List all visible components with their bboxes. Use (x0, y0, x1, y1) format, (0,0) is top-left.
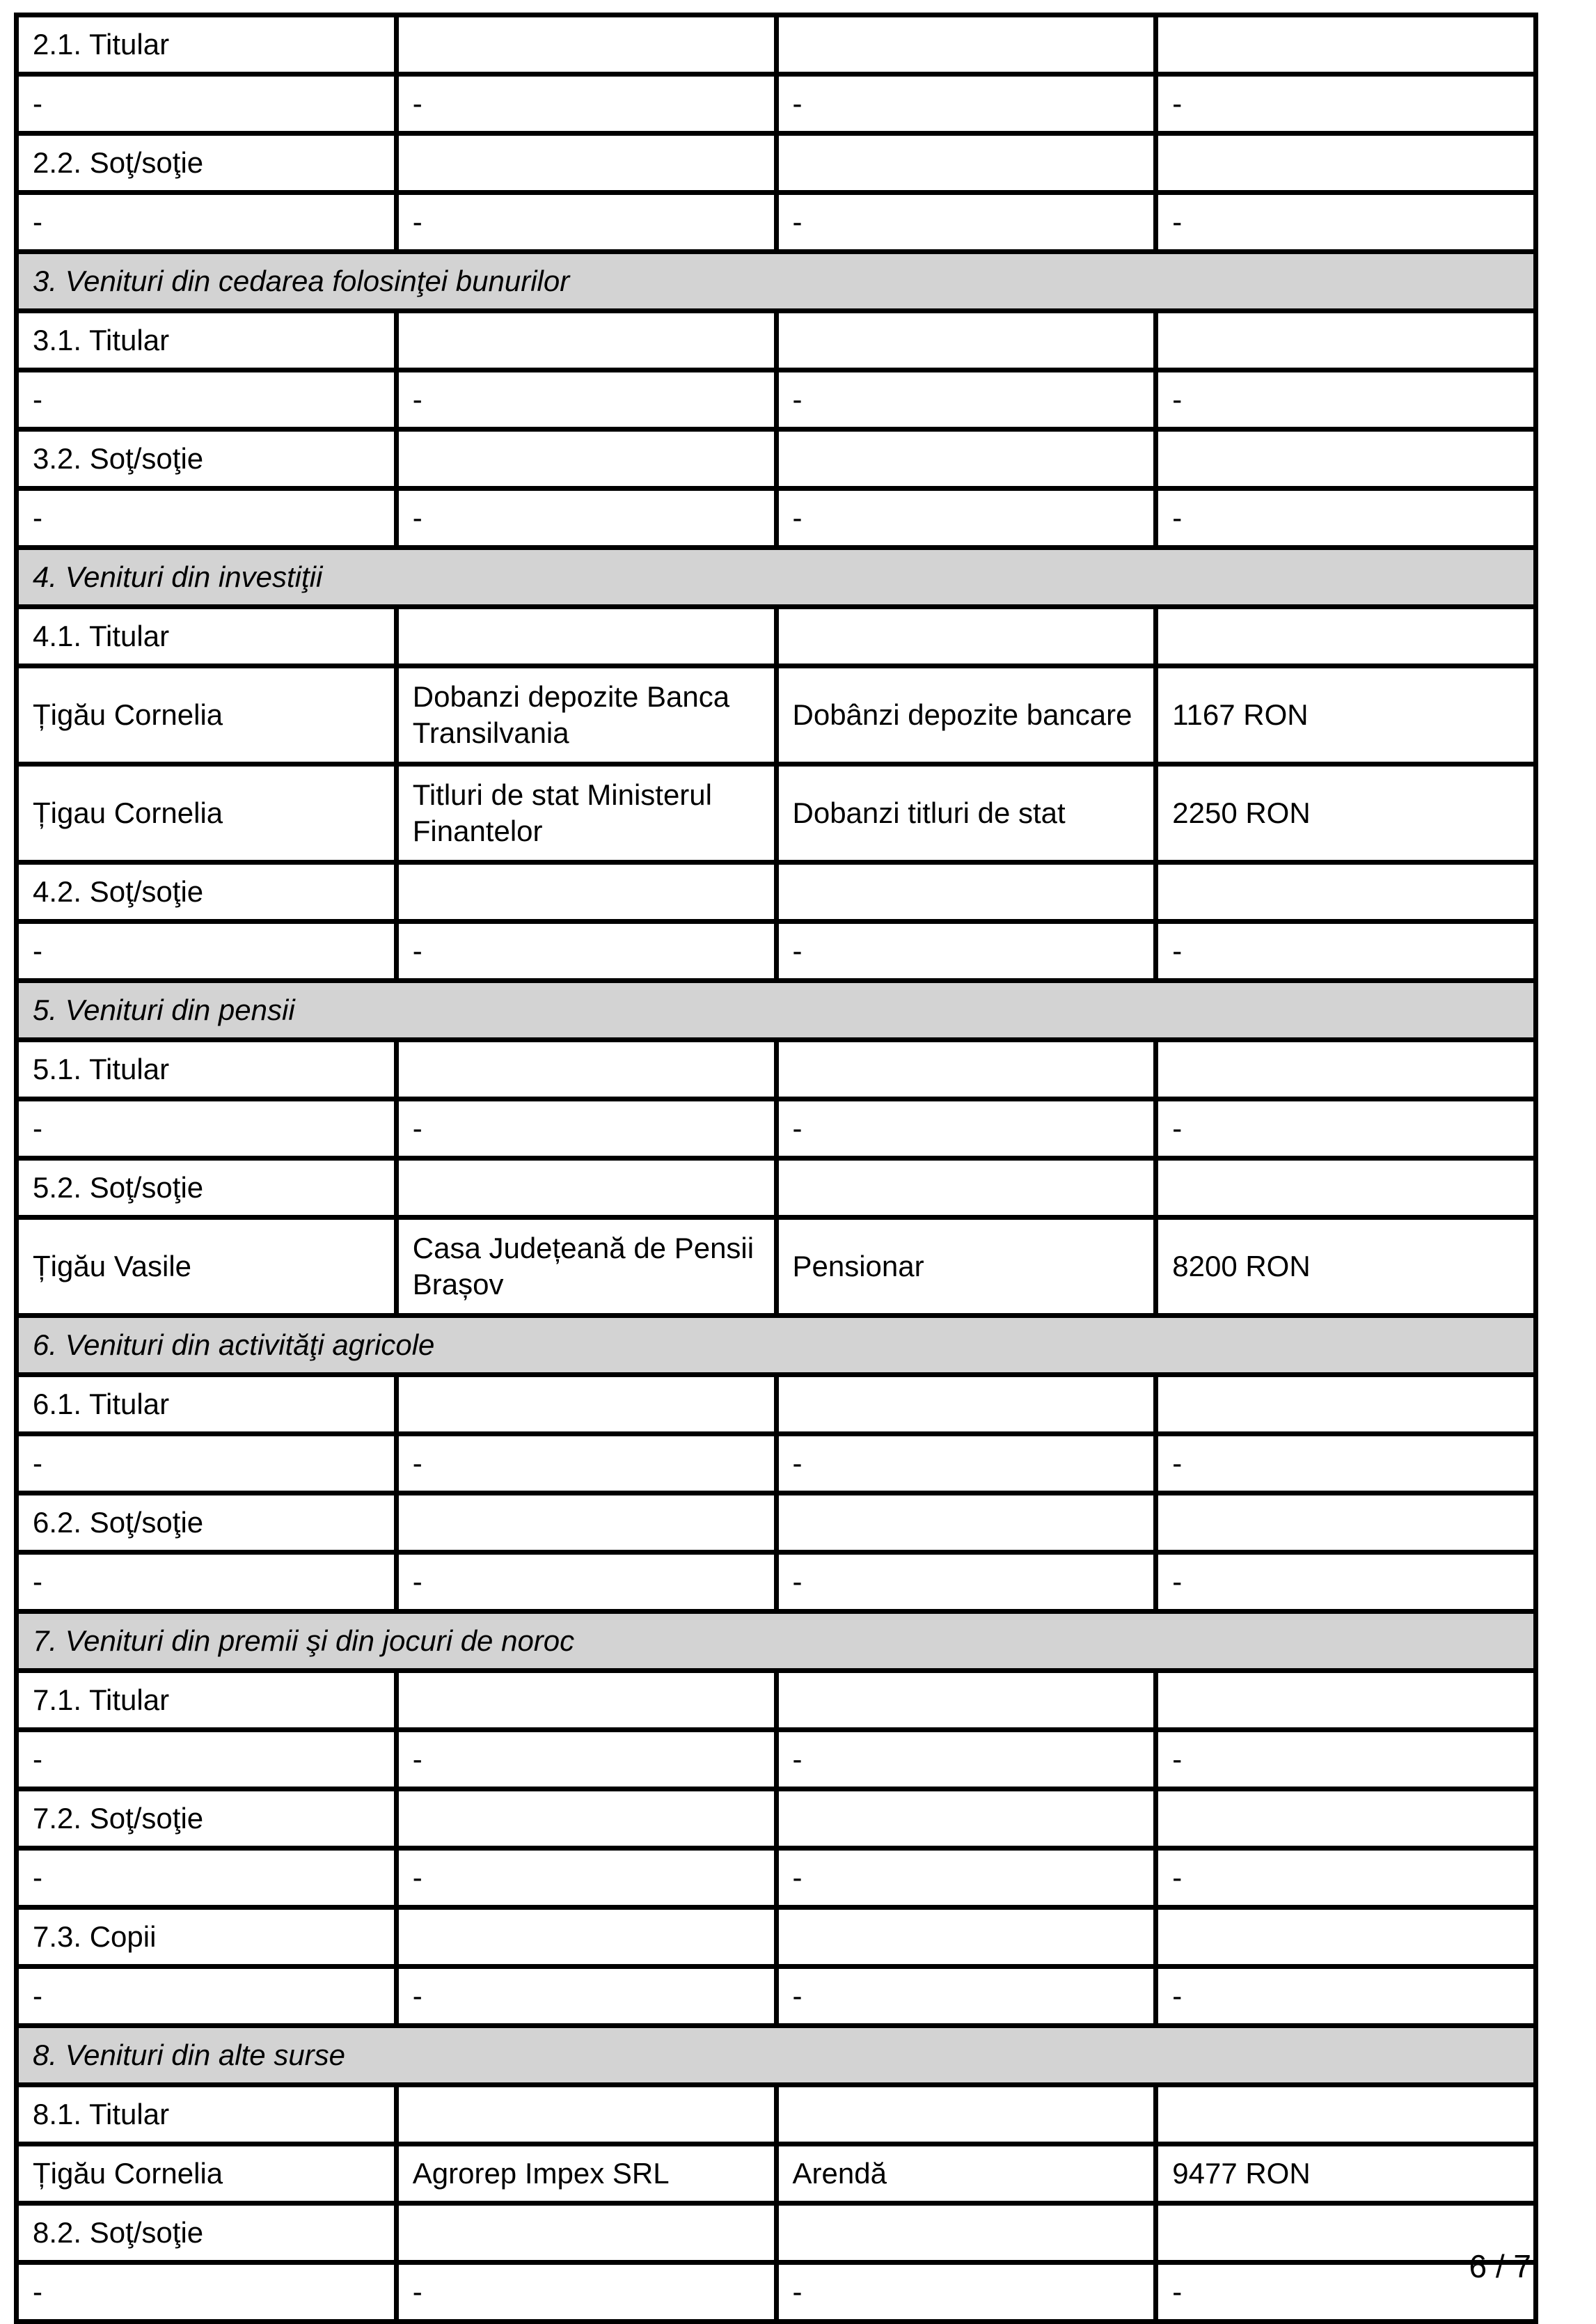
table-cell: - (1156, 2263, 1536, 2322)
page-number: 6 / 7 (1469, 2248, 1531, 2284)
table-cell (1156, 1908, 1536, 1967)
label-row (17, 430, 1536, 489)
table-cell (396, 430, 776, 489)
label-row (17, 1671, 1536, 1730)
section-row (17, 2026, 1536, 2085)
table-cell: - (17, 1099, 397, 1159)
label-row (17, 863, 1536, 922)
table-cell (1156, 863, 1536, 922)
table-cell: Țigau Cornelia (17, 764, 397, 863)
table-cell (776, 134, 1156, 193)
label-row (17, 1159, 1536, 1218)
table-cell (396, 2085, 776, 2144)
table-cell (1156, 311, 1536, 370)
income-declaration-table (14, 13, 1538, 2324)
section-title: 4. Venituri din investiţii (17, 548, 1536, 607)
table-cell: - (17, 922, 397, 981)
table-cell (776, 1671, 1156, 1730)
table-cell (1156, 1159, 1536, 1218)
table-cell (1156, 607, 1536, 666)
table-cell: 8200 RON (1156, 1218, 1536, 1316)
table-cell: - (776, 1434, 1156, 1493)
table-cell: - (1156, 1730, 1536, 1789)
table-cell: - (776, 193, 1156, 252)
table-cell (396, 2204, 776, 2263)
table-cell: - (776, 1099, 1156, 1159)
table-cell: Arendă (776, 2144, 1156, 2204)
table-cell: - (17, 193, 397, 252)
data-row (17, 1218, 1536, 1316)
table-cell: - (17, 489, 397, 548)
table-cell (396, 1159, 776, 1218)
table-cell: - (17, 1730, 397, 1789)
table-cell (396, 1908, 776, 1967)
label-row (17, 2085, 1536, 2144)
table-cell: - (776, 1553, 1156, 1612)
table-cell: - (776, 370, 1156, 430)
table-cell: - (396, 1434, 776, 1493)
row-label-cell: 7.2. Soţ/soţie (17, 1789, 397, 1848)
table-cell: Dobanzi titluri de stat (776, 764, 1156, 863)
table-cell (1156, 15, 1536, 74)
data-row (17, 666, 1536, 764)
label-row (17, 1040, 1536, 1099)
table-cell (396, 311, 776, 370)
table-cell (776, 1159, 1156, 1218)
table-cell (1156, 1375, 1536, 1434)
section-row (17, 1612, 1536, 1671)
table-cell (776, 863, 1156, 922)
empty-row (17, 1553, 1536, 1612)
table-cell: - (1156, 489, 1536, 548)
table-cell (396, 1375, 776, 1434)
table-cell (1156, 430, 1536, 489)
row-label-cell: 8.2. Soţ/soţie (17, 2204, 397, 2263)
table-cell: - (17, 74, 397, 134)
table-cell: Țigău Cornelia (17, 2144, 397, 2204)
table-cell (776, 1908, 1156, 1967)
section-title: 5. Venituri din pensii (17, 981, 1536, 1040)
row-label-cell: 3.2. Soţ/soţie (17, 430, 397, 489)
table-cell (396, 15, 776, 74)
table-cell (1156, 1493, 1536, 1553)
table-cell: - (17, 1848, 397, 1908)
table-cell: 9477 RON (1156, 2144, 1536, 2204)
table-cell (396, 863, 776, 922)
table-cell (776, 607, 1156, 666)
table-cell: Pensionar (776, 1218, 1156, 1316)
table-cell: 1167 RON (1156, 666, 1536, 764)
row-label-cell: 3.1. Titular (17, 311, 397, 370)
table-cell: - (1156, 1099, 1536, 1159)
section-row (17, 981, 1536, 1040)
section-title: 8. Venituri din alte surse (17, 2026, 1536, 2085)
table-cell: Țigău Vasile (17, 1218, 397, 1316)
row-label-cell: 4.2. Soţ/soţie (17, 863, 397, 922)
label-row (17, 2204, 1536, 2263)
table-cell (776, 2085, 1156, 2144)
label-row (17, 1375, 1536, 1434)
label-row (17, 1789, 1536, 1848)
table-cell: - (396, 74, 776, 134)
table-cell: - (776, 1848, 1156, 1908)
row-label-cell: 8.1. Titular (17, 2085, 397, 2144)
label-row (17, 607, 1536, 666)
row-label-cell: 5.2. Soţ/soţie (17, 1159, 397, 1218)
table-body (17, 15, 1536, 2322)
table-cell (776, 1375, 1156, 1434)
section-title: 7. Venituri din premii şi din jocuri de noroc (17, 1612, 1536, 1671)
table-cell: - (396, 1553, 776, 1612)
table-cell: - (17, 1434, 397, 1493)
table-cell: - (776, 2263, 1156, 2322)
empty-row (17, 193, 1536, 252)
table-cell: - (396, 489, 776, 548)
table-cell: - (17, 1967, 397, 2026)
section-title: 3. Venituri din cedarea folosinţei bunurilor (17, 252, 1536, 311)
table-cell: - (396, 1848, 776, 1908)
table-cell: - (396, 1730, 776, 1789)
table-cell: - (776, 1967, 1156, 2026)
empty-row (17, 1848, 1536, 1908)
row-label-cell: 6.1. Titular (17, 1375, 397, 1434)
table-cell (396, 134, 776, 193)
table-cell (396, 1040, 776, 1099)
label-row (17, 311, 1536, 370)
table-cell (776, 15, 1156, 74)
table-cell (1156, 1671, 1536, 1730)
data-row (17, 764, 1536, 863)
row-label-cell: 4.1. Titular (17, 607, 397, 666)
section-title: 6. Venituri din activităţi agricole (17, 1316, 1536, 1375)
table-cell (776, 1040, 1156, 1099)
table-cell: - (396, 2263, 776, 2322)
empty-row (17, 74, 1536, 134)
empty-row (17, 2263, 1536, 2322)
table-cell (776, 1493, 1156, 1553)
table-cell: Dobânzi depozite bancare (776, 666, 1156, 764)
table-cell: - (776, 1730, 1156, 1789)
table-cell (776, 2204, 1156, 2263)
table-cell: - (1156, 1967, 1536, 2026)
section-row (17, 252, 1536, 311)
row-label-cell: 7.1. Titular (17, 1671, 397, 1730)
empty-row (17, 1434, 1536, 1493)
table-cell: Țigău Cornelia (17, 666, 397, 764)
label-row (17, 134, 1536, 193)
empty-row (17, 922, 1536, 981)
table-cell (396, 607, 776, 666)
table-cell: - (396, 193, 776, 252)
table-cell (1156, 1789, 1536, 1848)
table-cell (396, 1789, 776, 1848)
table-cell: Casa Județeană de Pensii Brașov (396, 1218, 776, 1316)
table-cell: - (776, 489, 1156, 548)
table-cell: - (1156, 370, 1536, 430)
row-label-cell: 2.1. Titular (17, 15, 397, 74)
empty-row (17, 489, 1536, 548)
row-label-cell: 2.2. Soţ/soţie (17, 134, 397, 193)
table-cell: - (776, 74, 1156, 134)
table-cell: - (396, 370, 776, 430)
table-cell (776, 1789, 1156, 1848)
table-cell: 2250 RON (1156, 764, 1536, 863)
table-cell: Dobanzi depozite Banca Transilvania (396, 666, 776, 764)
row-label-cell: 6.2. Soţ/soţie (17, 1493, 397, 1553)
table-cell: - (1156, 1553, 1536, 1612)
table-cell (1156, 2085, 1536, 2144)
table-cell (776, 430, 1156, 489)
table-cell: - (396, 922, 776, 981)
data-row (17, 2144, 1536, 2204)
table-cell (396, 1493, 776, 1553)
table-cell: - (17, 1553, 397, 1612)
label-row (17, 1908, 1536, 1967)
table-cell: - (1156, 1848, 1536, 1908)
table-cell: - (1156, 1434, 1536, 1493)
empty-row (17, 1967, 1536, 2026)
table-cell: Agrorep Impex SRL (396, 2144, 776, 2204)
section-row (17, 1316, 1536, 1375)
label-row (17, 15, 1536, 74)
table-cell: - (396, 1099, 776, 1159)
table-cell: - (1156, 74, 1536, 134)
table-cell: - (396, 1967, 776, 2026)
section-row (17, 548, 1536, 607)
table-cell (1156, 134, 1536, 193)
table-cell: - (776, 922, 1156, 981)
table-cell: - (17, 2263, 397, 2322)
table-cell (776, 311, 1156, 370)
empty-row (17, 370, 1536, 430)
table-cell: - (1156, 922, 1536, 981)
empty-row (17, 1099, 1536, 1159)
table-cell: - (1156, 193, 1536, 252)
table-cell (396, 1671, 776, 1730)
row-label-cell: 7.3. Copii (17, 1908, 397, 1967)
label-row (17, 1493, 1536, 1553)
empty-row (17, 1730, 1536, 1789)
table-cell: Titluri de stat Ministerul Finantelor (396, 764, 776, 863)
table-cell (1156, 1040, 1536, 1099)
row-label-cell: 5.1. Titular (17, 1040, 397, 1099)
table-cell: - (17, 370, 397, 430)
